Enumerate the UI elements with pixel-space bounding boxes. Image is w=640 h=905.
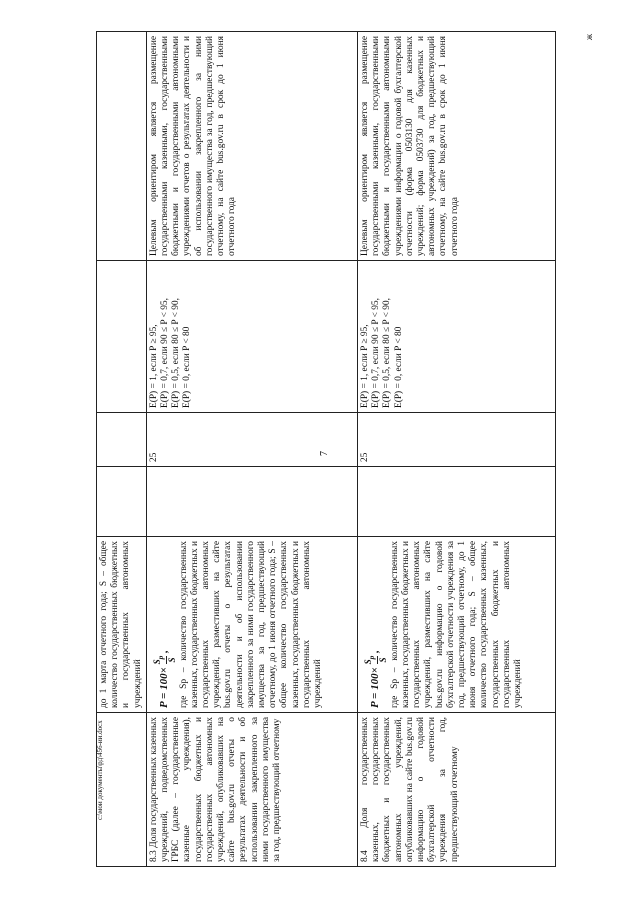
score-line: E(P) = 0,5, если 80 ≤ P < 90, (171, 298, 182, 408)
formula-numerator-sub: p (155, 655, 165, 660)
cell-empty (357, 467, 555, 537)
formula-description: где Sp – количество государственных казенных, государственных бюджетных и государственных автономных учреждений, разместивших на сайте bus.gov.ru информацию о годовой бухгалтерской отчетности учреждения за год, предшествующий отчетному, до 1 июня отчетного года; S – общее количество государственных казенных, государственных бюджетных и государственных автономных учреждений (389, 541, 523, 708)
table-row-8-3 (146, 32, 357, 867)
indicator-weight: 25 (357, 413, 555, 467)
formula-lead: P = 100× (368, 667, 381, 708)
score-line: E(P) = 0,7, если 90 ≤ P < 95, (160, 298, 171, 408)
score-line: E(P) = 0,7, если 90 ≤ P < 95, (371, 298, 382, 408)
footer-file-path: c:\мои документы\рд\456-ии.docx (96, 720, 104, 820)
formula (363, 541, 388, 708)
formula-numerator: S (151, 659, 162, 665)
indicator-target: Целевым ориентиром является размещение государственными казенными, государственными бюджетными и государственными автономными учреждениями информации о годовой бухгалтерской отчетности (форма 0503130 для казенных учреждений; форма 0503730 для бюджетных и автономных учреждений) за год, предшествующий отчетному, на сайте bus.gov.ru в срок до 1 июня отчетного года (357, 32, 555, 261)
formula-lead: P = 100× (157, 667, 170, 708)
indicator-title: 8.3 Доля государственных казенных учреждений, подведомственных ГРБС (далее – государственные казенные учреждения), государственных бюджетных и государственных автономных учреждений, опубликовавших на сайте bus.gov.ru отчеты о результатах деятельности и об использовании закрепленного за ними государственного имущества за год, предшествующий отчетному (146, 713, 357, 867)
formula-fraction (152, 656, 177, 665)
score-line: E(P) = 0, если P < 80 (393, 326, 404, 408)
score-line: E(P) = 1, если P ≥ 95, (359, 324, 370, 408)
formula (152, 541, 177, 708)
formula-tail: , (157, 650, 170, 653)
cell-empty (97, 713, 147, 867)
score-line: E(P) = 0, если P < 80 (182, 326, 193, 408)
cell-continued-description: до 1 марта отчетного года; S – общее количество государственных бюджетных и государственных автономных учреждений (97, 537, 147, 713)
indicator-formula-cell (146, 537, 357, 713)
indicator-scores (357, 261, 555, 413)
rotated-table-wrapper (96, 32, 556, 867)
formula-numerator: S (362, 659, 373, 665)
indicator-title: 8.4 Доля государственных казенных, государственных бюджетных и государственных автономных учреждений, опубликовавших на сайте bus.gov.ru информацию о годовой бухгалтерской отчетности учреждения за год, предшествующий отчетному (357, 713, 555, 867)
cell-empty (97, 261, 147, 413)
formula-fraction (363, 656, 388, 665)
cell-empty (97, 467, 147, 537)
page-number: 7 (319, 451, 330, 456)
corner-mark: ж (584, 33, 595, 41)
formula-denominator: S (377, 657, 388, 663)
score-line: E(P) = 1, если P ≥ 95, (148, 324, 159, 408)
indicator-target: Целевым ориентиром является размещение государственными казенными, государственными бюджетными и государственными автономными учреждениями отчетов о результатах деятельности и об использовании закрепленного за ними государственного имущества за год, предшествующий отчетному, на сайте bus.gov.ru в срок до 1 июня отчетного года (146, 32, 357, 261)
criteria-table (96, 31, 556, 867)
table-row-8-4 (357, 32, 555, 867)
indicator-weight: 25 (146, 413, 357, 467)
score-line: E(P) = 0,5, если 80 ≤ P < 90, (382, 298, 393, 408)
cell-empty (97, 32, 147, 261)
cell-empty (146, 467, 357, 537)
cell-empty (97, 413, 147, 467)
indicator-formula-cell (357, 537, 555, 713)
table-row-continued (97, 32, 147, 867)
formula-description: где Sp – количество государственных казенных, государственных бюджетных и государственных автономных учреждений, разместивших на сайте bus.gov.ru отчеты о результатах деятельности и об использовании закрепленного за ними государственного имущества за год, предшествующий отчетному, до 1 июня отчетного года; S – общее количество государственных казенных, государственных бюджетных и государственных автономных учреждений (178, 541, 324, 708)
formula-denominator: S (166, 657, 177, 663)
formula-numerator-sub: p (366, 655, 376, 660)
formula-tail: , (368, 650, 381, 653)
indicator-scores (146, 261, 357, 413)
